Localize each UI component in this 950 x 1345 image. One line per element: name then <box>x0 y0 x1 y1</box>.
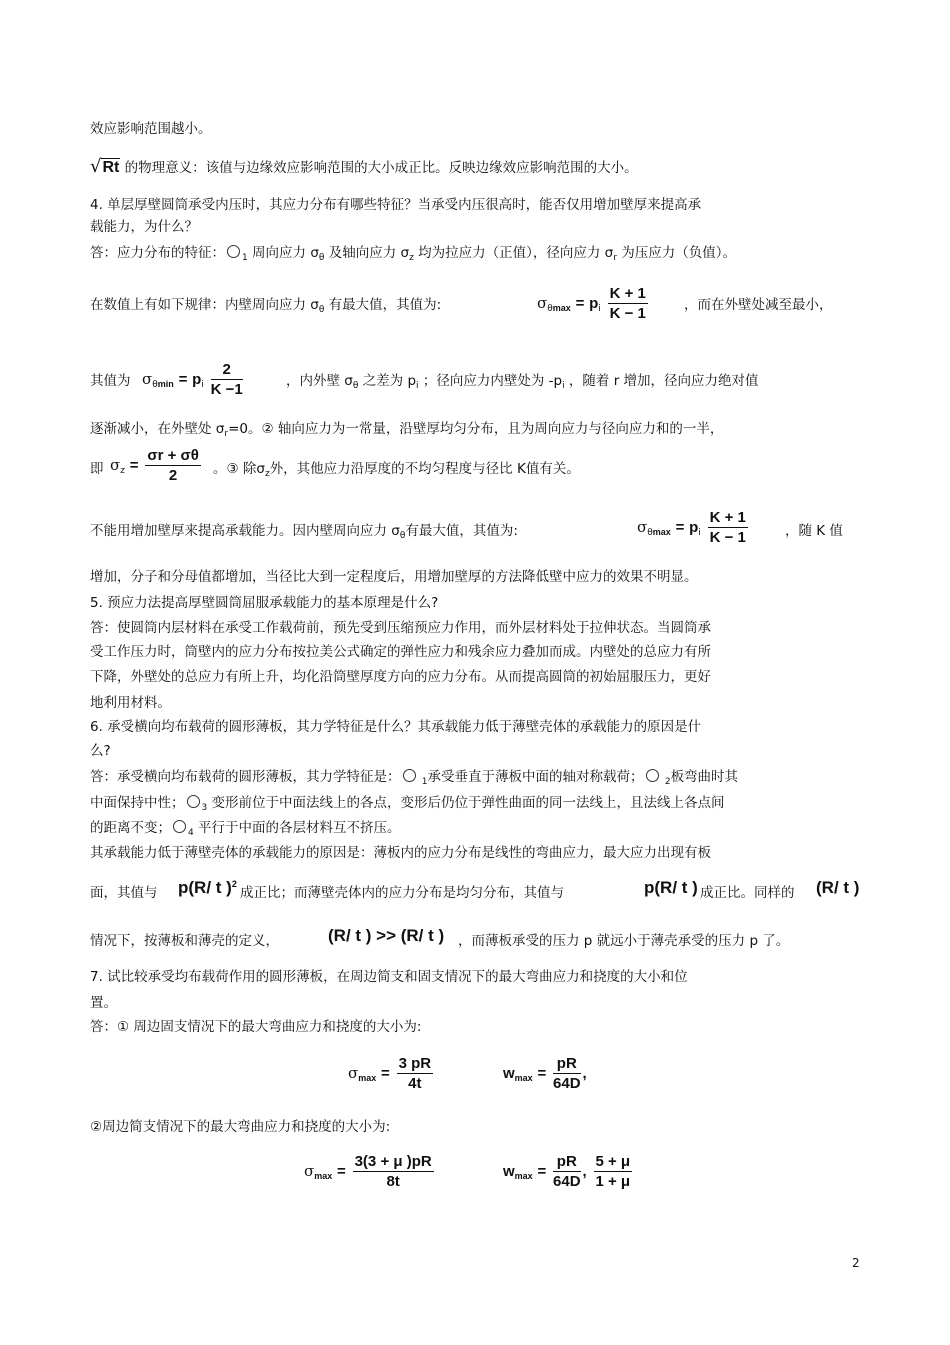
formula-rt: (R/ t ) <box>816 878 860 897</box>
answer-6-line-6: 情况下，按薄板和薄壳的定义， <box>90 933 279 949</box>
text-line: 成正比；而薄壁壳体内的应力分布是均匀分布，其值与 <box>240 885 564 901</box>
question-4: 4. 单层厚壁圆筒承受内压时，其应力分布有哪些特征？当承受内压很高时，能否仅用增加壁厚来提高承 <box>90 197 702 213</box>
circle-marker <box>187 795 200 808</box>
formula-clamped-deflection: $w_{max}$ = $\frac{pR}{64D}$ , <box>503 1055 587 1092</box>
answer-7-line-2: ②周边简支情况下的最大弯曲应力和挠度的大小为: <box>90 1119 391 1135</box>
answer-6-line-5: 面，其值与 <box>90 885 158 901</box>
text-line: ，随 K 值 <box>785 523 843 539</box>
question-4-cont: 载能力，为什么？ <box>90 219 198 235</box>
question-5: 5. 预应力法提高厚壁圆筒屈服承载能力的基本原理是什么? <box>90 595 439 611</box>
answer-5-line-4: 地利用材料。 <box>90 695 171 711</box>
answer-7-line-1: 答：① 周边固支情况下的最大弯曲应力和挠度的大小为: <box>90 1019 422 1035</box>
answer-4-line-2: 在数值上有如下规律：内壁周向应力 $\sigma_\theta$ 有最大值，其值为: <box>90 297 442 315</box>
circle-marker <box>173 820 186 833</box>
text-line: 。③ 除$\sigma_z$外，其他应力沿厚度的不均匀程度与径比 K值有关。 <box>213 461 580 479</box>
formula-sigma-theta-min: $\sigma_{\theta min} = p_i$ $\frac{2}{K -1}$ <box>142 361 243 398</box>
answer-5-line-2: 受工作压力时，筒壁内的应力分布按拉美公式确定的弹性应力和残余应力叠加而成。内壁处的总应力有所 <box>90 644 711 660</box>
question-7-cont: 置。 <box>90 995 117 1011</box>
formula-sigma-z: $\sigma_z$ = $\frac{\sigma r + \sigma\theta}{2}$ <box>110 447 199 484</box>
answer-6-line-3: 的距离不变； $_4$ 平行于中面的各层材料互不挤压。 <box>90 820 401 838</box>
text-line: 效应影响范围越小。 <box>90 121 212 137</box>
answer-4-line-6: 不能用增加壁厚来提高承载能力。因内壁周向应力 $\sigma_\theta$有最大值，其值为: <box>90 523 518 541</box>
page-number: 2 <box>852 1256 860 1270</box>
formula-rt-comparison: (R/ t ) >> (R/ t ) <box>328 926 445 945</box>
answer-4-line-3: 其值为 <box>90 373 131 389</box>
answer-4-line-5: 即 <box>90 461 104 477</box>
text-line: ，内外壁 $\sigma_\theta$ 之差为 $p_i$ ；径向应力内壁处为 $-p_i$ ，随着 r 增加，径向应力绝对值 <box>286 373 759 391</box>
formula-simply-supported-deflection: $w_{max}$ = $\frac{pR}{64D}$ , $\frac{5 + \mu}{1 + \mu}$ <box>503 1153 631 1190</box>
answer-5-line-1: 答：使圆筒内层材料在承受工作载荷前，预先受到压缩预应力作用，而外层材料处于拉伸状态。当圆筒承 <box>90 620 711 636</box>
formula-p-rt-squared: p(R/ t )$^2$ <box>178 878 237 897</box>
answer-6-line-2: 中面保持中性； $_3$ 变形前位于中面法线上的各点，变形后仍位于弹性曲面的同一法线上，且法线上各点间 <box>90 795 725 813</box>
question-6: 6. 承受横向均布载荷的圆形薄板，其力学特征是什么？其承载能力低于薄壁壳体的承载能力的原因是什 <box>90 719 702 735</box>
text-line: ，而在外壁处减至最小， <box>684 297 833 313</box>
formula-sigma-theta-max: $\sigma_{\theta max} = p_i$ $\frac{K + 1}{K - 1}$ <box>537 285 646 322</box>
circle-marker <box>403 769 416 782</box>
sqrt-rt-formula: √Rt <box>90 156 120 177</box>
formula-p-rt: p(R/ t ) <box>644 878 698 897</box>
text-line: ，而薄板承受的压力 p 就远小于薄壳承受的压力 p 了。 <box>458 933 790 949</box>
answer-4-line-4: 逐渐减小，在外壁处 $\sigma_r=0$。② 轴向应力为一常量，沿壁厚均匀分布，且为周向应力与径向应力和的一半， <box>90 421 724 439</box>
text-line: 成正比。同样的 <box>700 885 795 901</box>
formula-sigma-theta-max-2: $\sigma_{\theta max} = p_i$ $\frac{K + 1}{K - 1}$ <box>637 509 746 546</box>
formula-clamped-stress: $\sigma_{max}$ = $\frac{3 pR}{4t}$ <box>348 1055 432 1092</box>
answer-4-line-7: 增加，分子和分母值都增加，当径比大到一定程度后，用增加壁厚的方法降低壁中应力的效果不明显。 <box>90 569 698 585</box>
answer-4-line-1: 答：应力分布的特征： $_1$ 周向应力 $\sigma_\theta$ 及轴向应力 $\sigma_z$ 均为拉应力（正值），径向应力 $\sigma_r$ 为压应力（负值）。 <box>90 245 736 263</box>
question-7: 7. 试比较承受均布载荷作用的圆形薄板，在周边简支和固支情况下的最大弯曲应力和挠度的大小和位 <box>90 969 688 985</box>
circle-marker <box>227 245 240 258</box>
answer-5-line-3: 下降，外壁处的总应力有所上升，均化沿筒壁厚度方向的应力分布。从而提高圆筒的初始屈服压力，更好 <box>90 669 711 685</box>
question-6-cont: 么? <box>90 743 111 759</box>
circle-marker <box>646 769 659 782</box>
formula-simply-supported-stress: $\sigma_{max}$ = $\frac{3(3 + \mu )pR}{8t}$ <box>304 1153 432 1190</box>
answer-6-line-4: 其承载能力低于薄壁壳体的承载能力的原因是：薄板内的应力分布是线性的弯曲应力，最大应力出现有板 <box>90 845 711 861</box>
answer-6-line-1: 答：承受横向均布载荷的圆形薄板，其力学特征是： $_1$承受垂直于薄板中面的轴对称载荷； $_2$板弯曲时其 <box>90 769 739 787</box>
text-line: √Rt 的物理意义：该值与边缘效应影响范围的大小成正比。反映边缘效应影响范围的大小。 <box>90 156 638 177</box>
